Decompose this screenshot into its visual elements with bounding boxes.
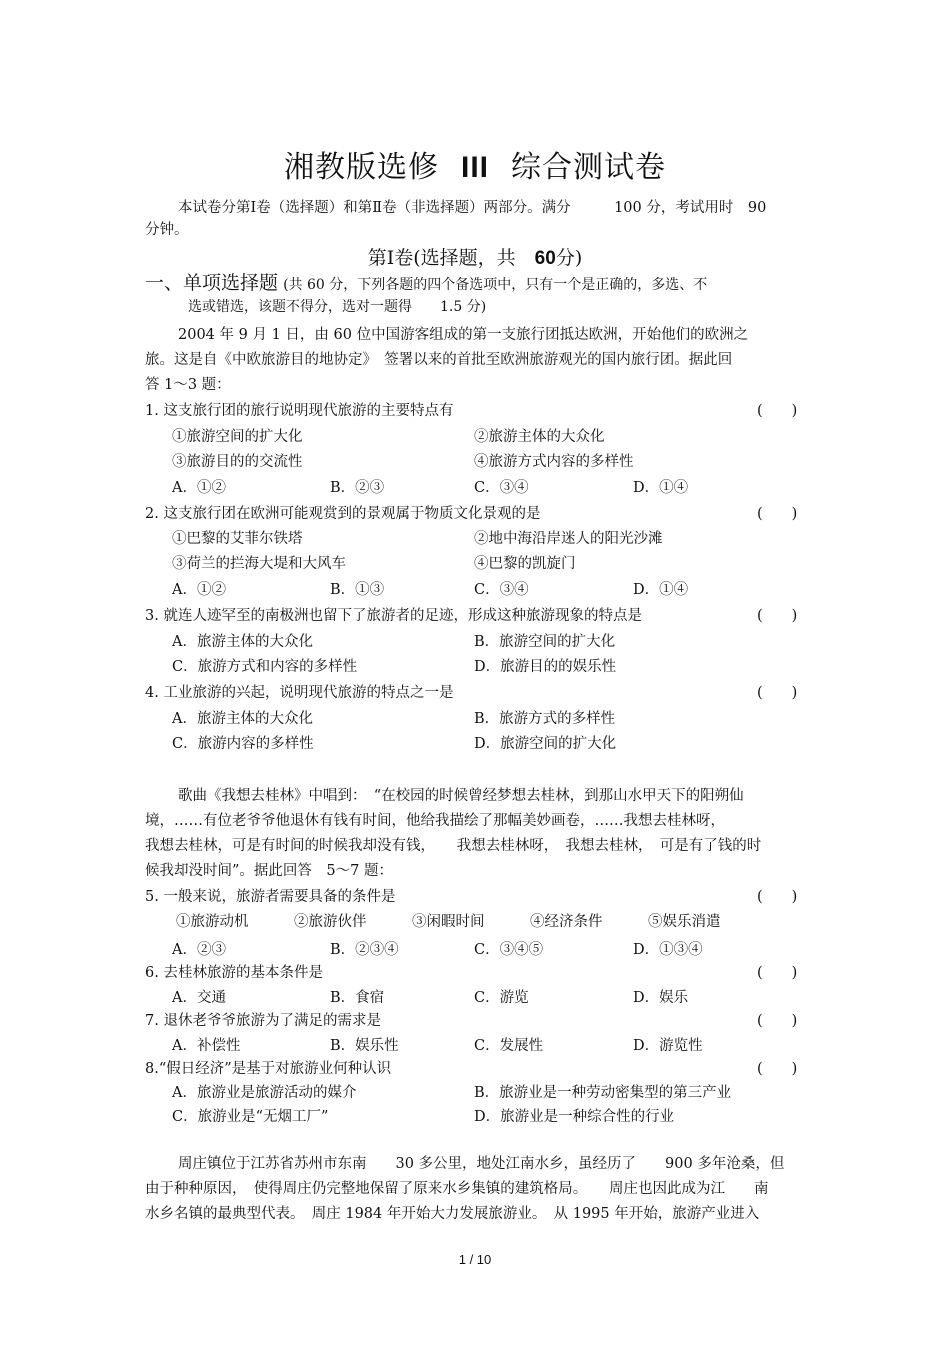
question-8-option-d: D．旅游业是一种综合性的行业 bbox=[474, 1109, 675, 1125]
answer-bracket: ( ) bbox=[757, 1013, 798, 1029]
question-5-item-2: ②旅游伙伴 bbox=[294, 914, 367, 930]
question-2-item-1: ①巴黎的艾菲尔铁塔 bbox=[172, 531, 303, 547]
passage-3-line-3: 水乡名镇的最典型代表。 周庄 1984 年开始大力发展旅游业。 从 1995 年开始，旅游产业进入 bbox=[145, 1206, 760, 1222]
question-1-stem: 1. 这支旅行团的旅行说明现代旅游的主要特点有 bbox=[145, 403, 454, 419]
title-text-2: 综合测试卷 bbox=[511, 150, 666, 185]
question-1-option-b: B．②③ bbox=[330, 480, 385, 496]
answer-bracket: ( ) bbox=[757, 506, 798, 522]
question-7-stem: 7. 退休老爷爷旅游为了满足的需求是 bbox=[145, 1013, 381, 1029]
question-1-item-3: ③旅游目的的交流性 bbox=[172, 454, 303, 470]
part-heading-title: 一、单项选择题 bbox=[145, 272, 279, 294]
question-7-option-b: B．娱乐性 bbox=[330, 1038, 399, 1054]
question-3-option-c: C．旅游方式和内容的多样性 bbox=[172, 659, 358, 675]
question-6-option-c: C．游览 bbox=[474, 990, 529, 1006]
section-heading bbox=[0, 243, 950, 270]
question-4-option-c: C．旅游内容的多样性 bbox=[172, 736, 314, 752]
question-4-option-d: D．旅游空间的扩大化 bbox=[474, 736, 617, 752]
question-8-option-c: C．旅游业是“无烟工厂” bbox=[172, 1109, 329, 1125]
question-4-stem: 4. 工业旅游的兴起，说明现代旅游的特点之一是 bbox=[145, 685, 454, 701]
question-2-option-b: B．①③ bbox=[330, 582, 385, 598]
question-1-item-4: ④旅游方式内容的多样性 bbox=[474, 454, 634, 470]
passage-3-line-1: 周庄镇位于江苏省苏州市东南 30 多公里，地处江南水乡，虽经历了 900 多年沧桑，但 bbox=[178, 1156, 785, 1172]
question-5-stem: 5. 一般来说，旅游者需要具备的条件是 bbox=[145, 889, 396, 905]
page-number: 1 / 10 bbox=[458, 1252, 492, 1267]
part-heading-note-2: 选或错选，该题不得分，选对一题得 1.5 分) bbox=[188, 299, 487, 315]
question-8-option-a: A．旅游业是旅游活动的媒介 bbox=[172, 1085, 357, 1101]
answer-bracket: ( ) bbox=[757, 965, 798, 981]
question-6-option-b: B．食宿 bbox=[330, 990, 385, 1006]
question-5-item-5: ⑤娱乐消遣 bbox=[648, 914, 721, 930]
question-1-option-c: C．③④ bbox=[474, 480, 529, 496]
answer-bracket: ( ) bbox=[757, 403, 798, 419]
question-4-option-b: B．旅游方式的多样性 bbox=[474, 711, 616, 727]
passage-1-line-2: 旅。这是自《中欧旅游目的地协定》 签署以来的首批至欧洲旅游观光的国内旅行团。据此回 bbox=[145, 352, 733, 368]
answer-bracket: ( ) bbox=[757, 685, 798, 701]
question-2-item-4: ④巴黎的凯旋门 bbox=[474, 556, 576, 572]
section-heading-num: 60 bbox=[534, 248, 556, 269]
part-heading-note: (共 60 分，下列各题的四个备选项中，只有一个是正确的，多选、不 bbox=[283, 277, 708, 293]
question-5-option-c: C．③④⑤ bbox=[474, 942, 544, 958]
question-5-option-d: D．①③④ bbox=[633, 942, 703, 958]
question-3-stem: 3. 就连人迹罕至的南极洲也留下了旅游者的足迹，形成这种旅游现象的特点是 bbox=[145, 608, 642, 624]
answer-bracket: ( ) bbox=[757, 608, 798, 624]
question-7-option-c: C．发展性 bbox=[474, 1038, 544, 1054]
passage-2-line-1: 歌曲《我想去桂林》中唱到： “在校园的时候曾经梦想去桂林，到那山水甲天下的阳朔仙 bbox=[178, 788, 744, 804]
question-8-stem: 8.“假日经济”是基于对旅游业何种认识 bbox=[145, 1061, 392, 1077]
passage-3-line-2: 由于种种原因， 使得周庄仍完整地保留了原来水乡集镇的建筑格局。 周庄也因此成为江 南 bbox=[145, 1181, 769, 1197]
question-2-option-d: D．①④ bbox=[633, 582, 689, 598]
question-2-item-3: ③荷兰的拦海大堤和大风车 bbox=[172, 556, 346, 572]
question-5-item-1: ①旅游动机 bbox=[176, 914, 249, 930]
question-1-option-d: D．①④ bbox=[633, 480, 689, 496]
passage-1-line-1: 2004 年 9 月 1 日，由 60 位中国游客组成的第一支旅行团抵达欧洲，开始他们的欧洲之 bbox=[178, 327, 749, 343]
passage-1-line-3: 答 1～3 题： bbox=[145, 377, 231, 393]
section-heading-pre: 第Ⅰ卷(选择题，共 bbox=[367, 247, 535, 269]
question-1-item-1: ①旅游空间的扩大化 bbox=[172, 429, 303, 445]
part-heading bbox=[145, 268, 707, 295]
question-7-option-a: A．补偿性 bbox=[172, 1038, 241, 1054]
intro-line-1: 本试卷分第Ⅰ卷（选择题）和第Ⅱ卷（非选择题）两部分。满分 100 分，考试用时 90 bbox=[178, 200, 767, 216]
passage-2-line-2: 境，……有位老爷爷他退休有钱有时间，他给我描绘了那幅美妙画卷，……我想去桂林呀， bbox=[145, 813, 725, 829]
intro-line-2: 分钟。 bbox=[145, 222, 189, 238]
question-5-item-3: ③闲暇时间 bbox=[412, 914, 485, 930]
title-text: 湘教版选修 bbox=[283, 150, 439, 185]
question-6-option-d: D．娱乐 bbox=[633, 990, 689, 1006]
title-roman: III bbox=[460, 151, 489, 184]
question-3-option-b: B．旅游空间的扩大化 bbox=[474, 634, 616, 650]
question-5-item-4: ④经济条件 bbox=[530, 914, 603, 930]
question-2-option-c: C．③④ bbox=[474, 582, 529, 598]
question-1-item-2: ②旅游主体的大众化 bbox=[474, 429, 605, 445]
passage-2-line-4: 候我却没时间”。据此回答 5～7 题： bbox=[145, 863, 393, 879]
question-1-option-a: A．①② bbox=[172, 480, 226, 496]
question-8-option-b: B．旅游业是一种劳动密集型的第三产业 bbox=[474, 1085, 732, 1101]
answer-bracket: ( ) bbox=[757, 1061, 798, 1077]
answer-bracket: ( ) bbox=[757, 889, 798, 905]
question-5-option-b: B．②③④ bbox=[330, 942, 399, 958]
question-3-option-d: D．旅游目的的娱乐性 bbox=[474, 659, 617, 675]
question-5-option-a: A．②③ bbox=[172, 942, 226, 958]
passage-2-line-3: 我想去桂林，可是有时间的时候我却没有钱， 我想去桂林呀， 我想去桂林， 可是有了钱的时 bbox=[145, 838, 762, 854]
question-3-option-a: A．旅游主体的大众化 bbox=[172, 634, 313, 650]
question-4-option-a: A．旅游主体的大众化 bbox=[172, 711, 313, 727]
question-7-option-d: D．游览性 bbox=[633, 1038, 703, 1054]
question-2-option-a: A．①② bbox=[172, 582, 226, 598]
question-2-item-2: ②地中海沿岸迷人的阳光沙滩 bbox=[474, 531, 663, 547]
question-6-option-a: A．交通 bbox=[172, 990, 226, 1006]
question-2-stem: 2. 这支旅行团在欧洲可能观赏到的景观属于物质文化景观的是 bbox=[145, 506, 541, 522]
question-6-stem: 6. 去桂林旅游的基本条件是 bbox=[145, 965, 323, 981]
document-title bbox=[0, 142, 950, 186]
section-heading-post: 分) bbox=[555, 247, 583, 269]
